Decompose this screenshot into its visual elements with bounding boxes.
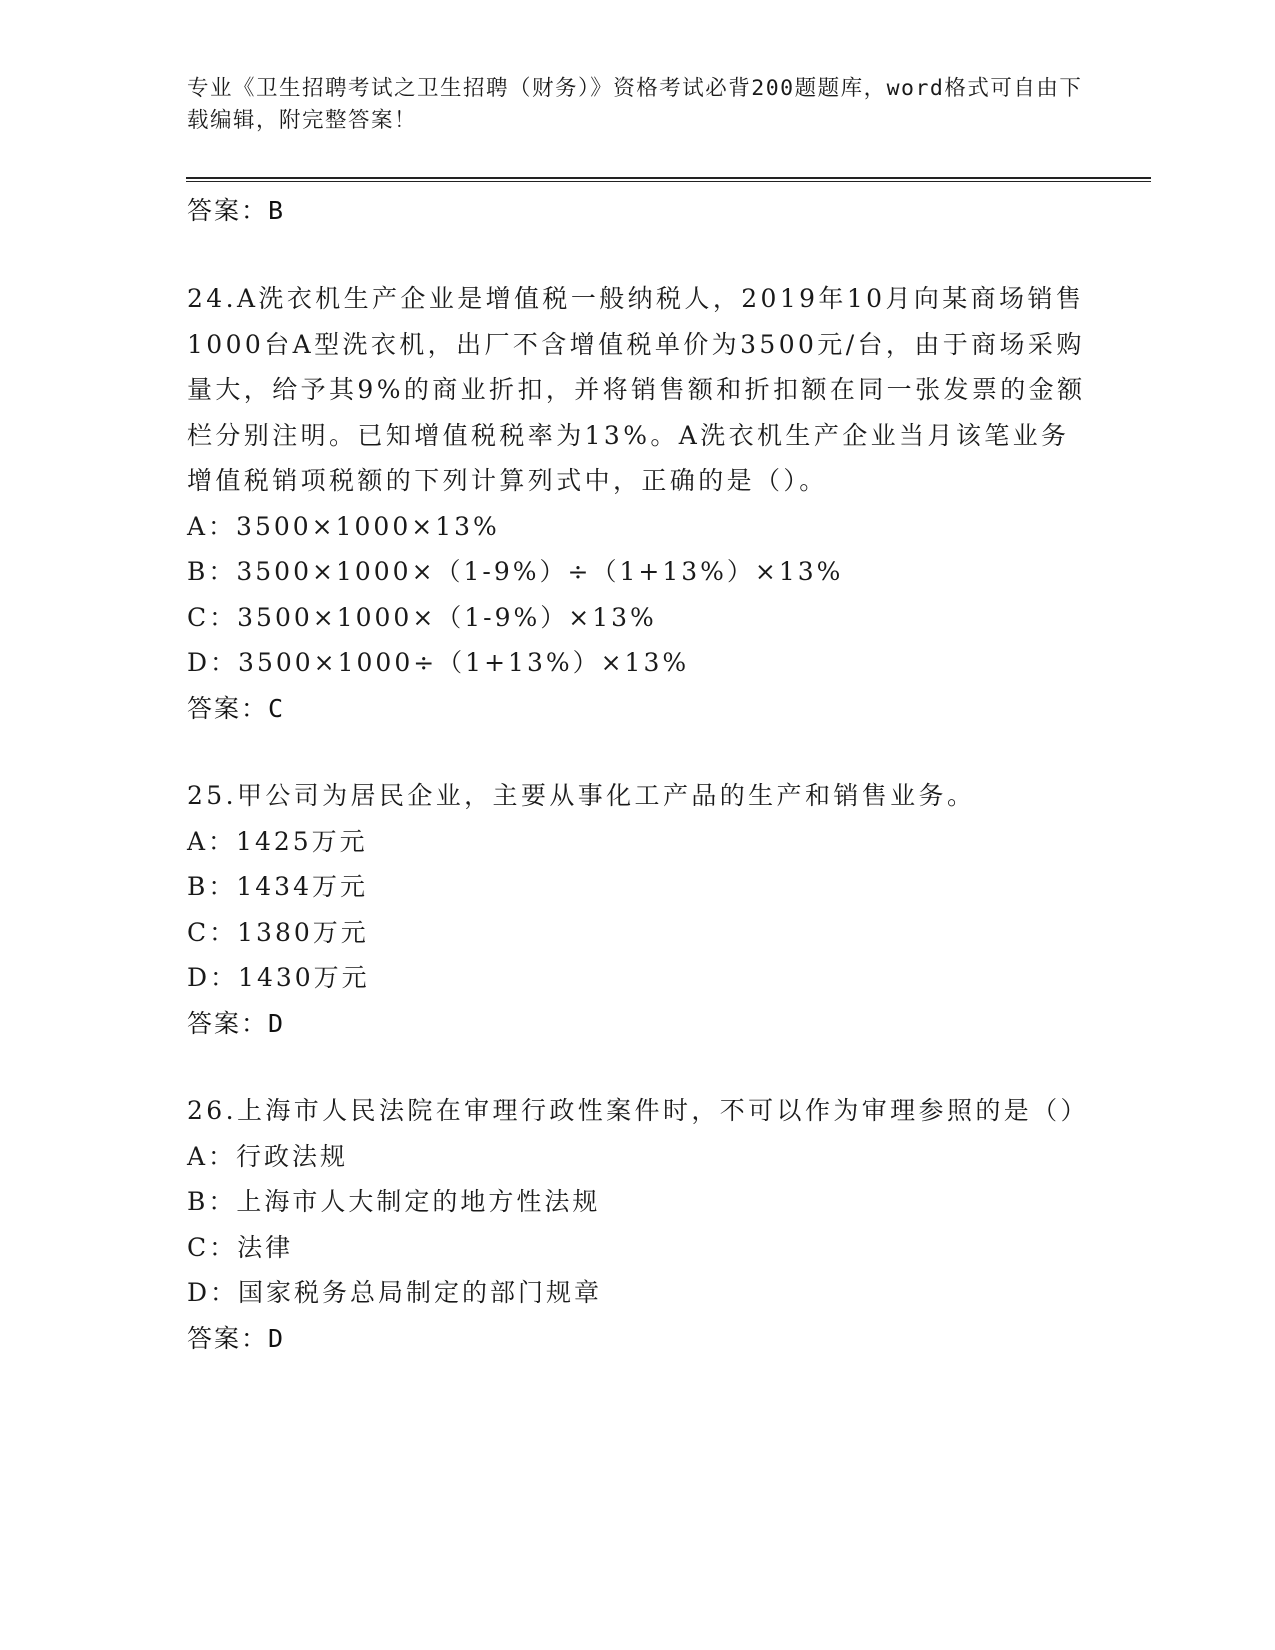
option-d: D：3500×1000÷（1+13%）×13% xyxy=(187,648,690,677)
question-25 xyxy=(187,773,1087,1046)
option-c: C：1380万元 xyxy=(187,917,369,947)
option-a: A：3500×1000×13% xyxy=(187,511,500,541)
option-d: D：1430万元 xyxy=(187,963,370,992)
question-stem: 24.A洗衣机生产企业是增值税一般纳税人，2019年10月向某商场销售1000台A型洗衣机，出厂不含增值税单价为3500元/台，由于商场采购量大，给予其9%的商业折扣，并将销售额和折扣额在同一张发票的金额栏分别注明。已知增值税税率为13%。A洗衣机生产企业当月该笔业务增值税销项税额的下列计算列式中，正确的是（）。 xyxy=(187,284,1086,495)
question-stem: 25.甲公司为居民企业，主要从事化工产品的生产和销售业务。 xyxy=(187,781,976,810)
question-26 xyxy=(187,1088,1087,1361)
option-d: D：国家税务总局制定的部门规章 xyxy=(187,1278,603,1307)
option-b: B：上海市人大制定的地方性法规 xyxy=(187,1187,601,1216)
document-header: 专业《卫生招聘考试之卫生招聘（财务）》资格考试必背200题题库，word格式可自由下载编辑，附完整答案！ xyxy=(187,76,1083,133)
option-c: C：3500×1000×（1-9%）×13% xyxy=(187,602,657,632)
option-b: B：1434万元 xyxy=(187,872,368,901)
question-list xyxy=(187,188,1087,1361)
option-a: A：1425万元 xyxy=(187,826,368,856)
option-a: A：行政法规 xyxy=(187,1141,349,1171)
previous-answer: 答案：B xyxy=(187,196,286,225)
question-24 xyxy=(187,276,1087,731)
question-answer: 答案：D xyxy=(187,1323,286,1353)
question-answer: 答案：C xyxy=(187,693,286,723)
question-answer: 答案：D xyxy=(187,1008,286,1038)
option-b: B：3500×1000×（1-9%）÷（1+13%）×13% xyxy=(187,557,844,586)
option-c: C：法律 xyxy=(187,1232,294,1262)
header-divider xyxy=(186,177,1151,182)
question-stem: 26.上海市人民法院在审理行政性案件时，不可以作为审理参照的是（） xyxy=(187,1096,1089,1125)
